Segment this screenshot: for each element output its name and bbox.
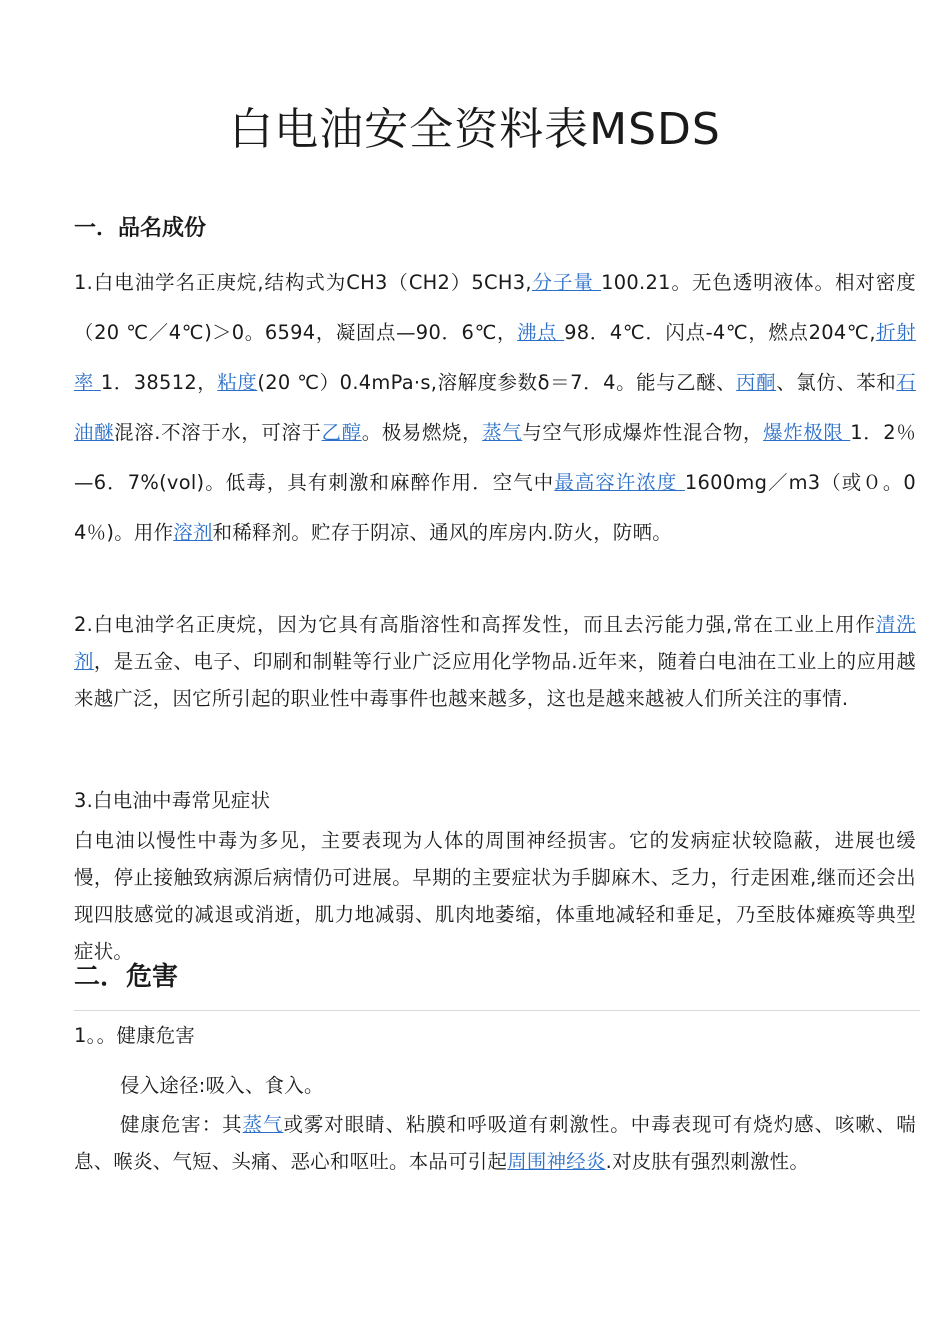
term-link[interactable]: 乙醇 (321, 421, 362, 444)
term-link[interactable]: 蒸气 (482, 421, 523, 444)
text-run: 混溶.不溶于水，可溶于 (114, 421, 322, 444)
text-run: .对皮肤有强烈刺激性。 (605, 1150, 810, 1173)
page-title: 白电油安全资料表MSDS (229, 104, 721, 155)
text-run: 2.白电油学名正庚烷，因为它具有高脂溶性和高挥发性，而且去污能力强,常在工业上用作 (74, 613, 876, 636)
term-link[interactable]: 溶剂 (173, 521, 213, 544)
paragraph-usage (74, 606, 916, 717)
text-run: 1600mg／m3（或０。04％)。用作 (74, 471, 917, 544)
text-run: 和稀释剂。贮存于阴凉、通风的库房内.防火，防晒。 (212, 521, 673, 544)
term-link[interactable]: 分子量 (531, 271, 602, 294)
text-run: 与空气形成爆炸性混合物， (522, 421, 764, 444)
term-link[interactable]: 石油醚 (74, 371, 916, 444)
section-heading-hazards: 二．危害 (74, 962, 179, 992)
term-link[interactable]: 爆炸极限 (763, 421, 851, 444)
term-link[interactable]: 最高容许浓度 (554, 471, 685, 494)
subheading-health-hazard: 1。。健康危害 (74, 1024, 196, 1047)
text-run: 1.白电油学名正庚烷,结构式为CH3（CH2）5CH3, (74, 271, 532, 294)
subheading-symptoms: 3.白电油中毒常见症状 (74, 789, 271, 812)
text-run: 100.21。无色透明液体。相对密度（20 ℃／4℃)＞0。6594，凝固点—90．6℃， (74, 271, 916, 344)
text-run: 。极易燃烧， (361, 421, 483, 444)
text-run: 、氯仿、苯和 (776, 371, 897, 394)
text-run: 健康危害：其 (120, 1113, 243, 1136)
term-link[interactable]: 折射率 (74, 321, 916, 394)
paragraph-health-effects (74, 1106, 916, 1180)
text-run: (20 ℃）0.4mPa·s,溶解度参数δ＝7．4。能与乙醚、 (257, 371, 737, 394)
text-run: 1．38512， (100, 371, 218, 394)
paragraph-symptoms: 白电油以慢性中毒为多见，主要表现为人体的周围神经损害。它的发病症状较隐蔽，进展也缓慢，停止接触致病源后病情仍可进展。早期的主要症状为手脚麻木、乏力，行走困难,继而还会出现四肢感觉的减退或消逝，肌力地减弱、肌肉地萎缩，体重地减轻和垂足，乃至肢体瘫痪等典型症状。 (74, 829, 916, 963)
term-link[interactable]: 丙酮 (736, 371, 777, 394)
section-heading-composition: 一．品名成份 (74, 216, 207, 241)
text-run: ，是五金、电子、印刷和制鞋等行业广泛应用化学物品.近年来，随着白电油在工业上的应用越来越广泛，因它所引起的职业性中毒事件也越来越多，这也是越来越被人们所关注的事情. (74, 650, 916, 710)
text-run: 1．2％—6．7%(vol)。低毒，具有刺激和麻醉作用．空气中 (74, 421, 917, 494)
term-link[interactable]: 清洗剂 (74, 613, 916, 673)
term-link[interactable]: 沸点 (517, 321, 565, 344)
term-link[interactable]: 粘度 (217, 371, 258, 394)
paragraph-exposure-route: 侵入途径:吸入、食入。 (120, 1074, 324, 1097)
section-divider (74, 1010, 920, 1011)
term-link[interactable]: 周围神经炎 (507, 1150, 606, 1173)
text-run: 98．4℃．闪点-4℃，燃点204℃, (564, 321, 876, 344)
text-run: 或雾对眼睛、粘膜和呼吸道有刺激性。中毒表现可有烧灼感、咳嗽、喘息、喉炎、气短、头痛、恶心和呕吐。本品可引起 (74, 1113, 916, 1173)
term-link[interactable]: 蒸气 (242, 1113, 284, 1136)
paragraph-properties (74, 258, 916, 558)
